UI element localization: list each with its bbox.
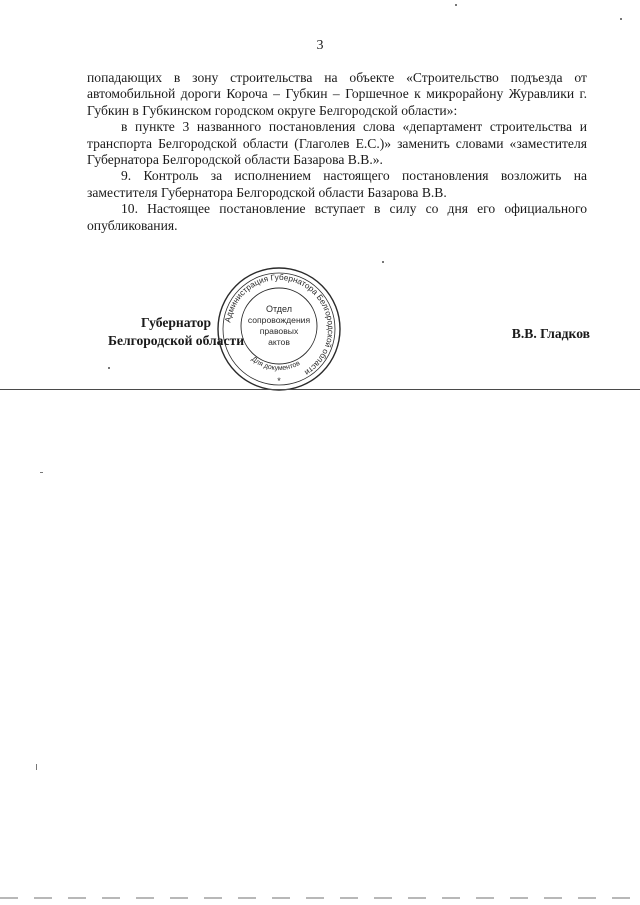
scan-speck xyxy=(455,4,457,6)
paragraph-item-9: 9. Контроль за исполнением настоящего постановления возложить на заместителя Губернатора Белгородской области Базарова В.В. xyxy=(87,168,587,200)
scan-speck xyxy=(108,367,110,369)
document-body xyxy=(87,70,587,234)
scan-speck xyxy=(620,18,622,20)
horizontal-divider xyxy=(0,389,640,390)
stamp-bottom-text: Для документов xyxy=(249,355,302,373)
paragraph-amendment: в пункте 3 названного постановления слова «департамент строительства и транспорта Белгородской области (Глаголев Е.С.)» заменить словами «заместителя Губернатора Белгородской области Базарова В.В.». xyxy=(87,119,587,168)
stamp-center-line2: сопровождения xyxy=(247,315,311,325)
stamp-ring-text: Администрация Губернатора Белгородской области xyxy=(223,272,336,378)
scan-speck xyxy=(40,472,43,473)
signatory-name: В.В. Гладков xyxy=(511,326,590,341)
scan-speck xyxy=(36,764,37,770)
signatory-title-line2: Белгородской области xyxy=(107,333,245,348)
scan-speck xyxy=(382,261,384,263)
paragraph-item-10: 10. Настоящее постановление вступает в силу со дня его официального опубликования. xyxy=(87,201,587,233)
stamp-star: * xyxy=(277,376,281,386)
stamp-center-line1: Отдел xyxy=(265,304,293,314)
stamp-center-line4: актов xyxy=(268,337,290,347)
scan-edge-artifact xyxy=(0,897,640,899)
page-number: 3 xyxy=(316,38,324,53)
stamp-center-line3: правовых xyxy=(259,326,299,336)
paragraph-continuation: попадающих в зону строительства на объекте «Строительство подъезда от автомобильной дороги Короча – Губкин – Горшечное к микрорайону Журавлики г. Губкин в Губкинском городском округе Белгородской области»: xyxy=(87,70,587,118)
official-stamp xyxy=(214,264,344,394)
signatory-title-line1: Губернатор xyxy=(140,315,212,330)
